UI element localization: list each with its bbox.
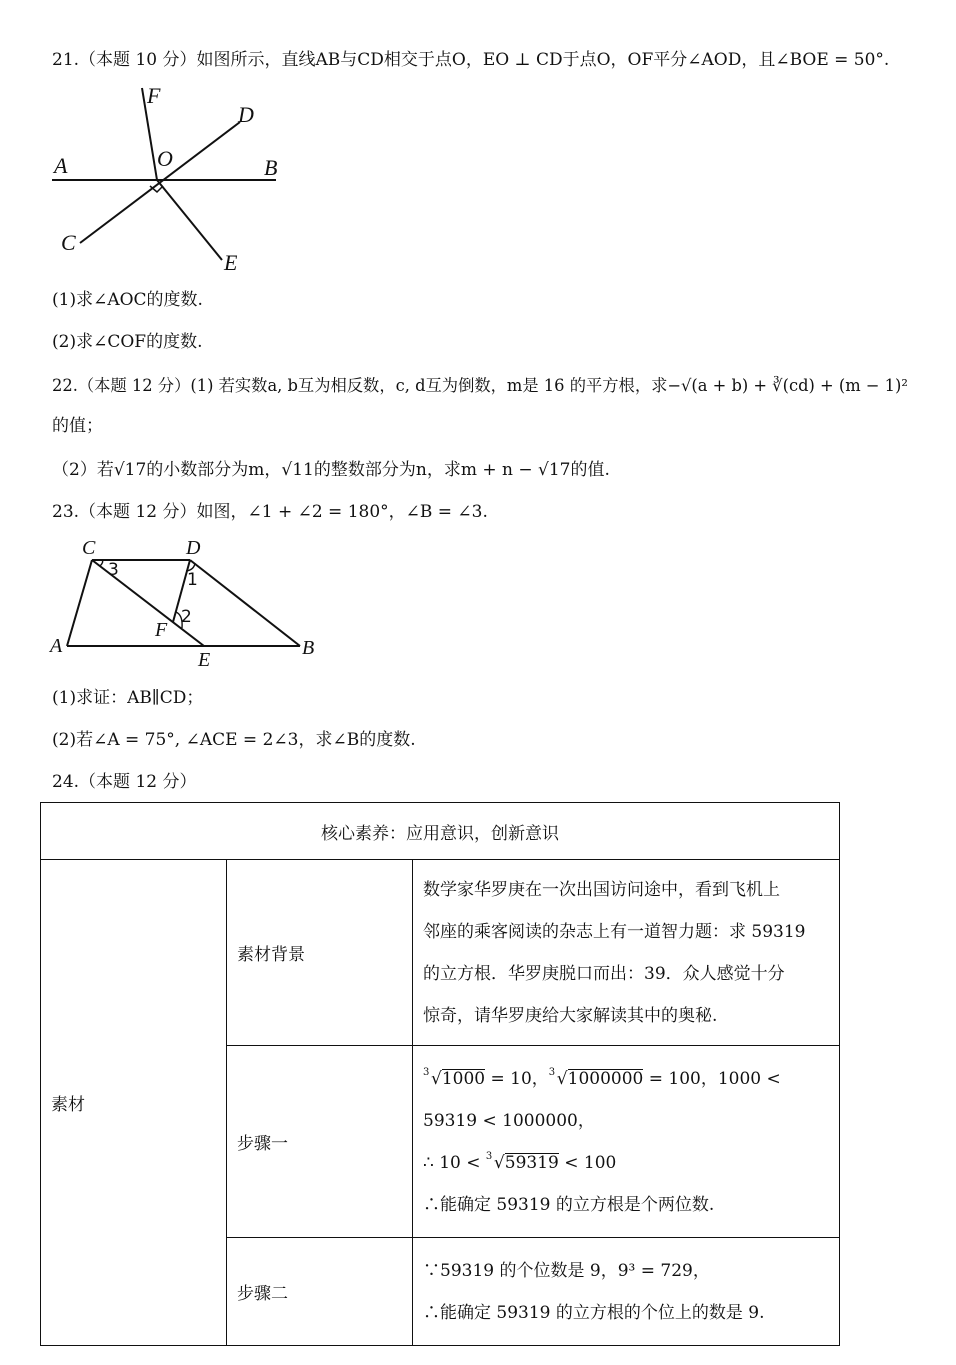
background-text <box>413 860 840 1046</box>
step2-line1: ∵59319 的个位数是 9，9³ = 729， <box>423 1260 710 1281</box>
table-header: 核心素养：应用意识，创新意识 <box>41 803 840 860</box>
label-o: O <box>157 146 173 171</box>
q21-figure <box>40 80 300 280</box>
label-d: D <box>238 102 254 127</box>
label-f: F <box>155 619 168 641</box>
background-line: 惊奇，请华罗庚给大家解读其中的奥秘. <box>423 1005 718 1026</box>
table-row <box>41 860 840 1046</box>
step1-line3: ∴ 10 < 3 √59319 < 100 <box>423 1142 829 1184</box>
q23-stem: 23.（本题 12 分）如图，∠1 + ∠2 = 180°，∠B = ∠3. <box>52 502 488 522</box>
cube-root-1000: 3 √1000 <box>423 1066 486 1089</box>
step1-line2: 59319 < 1000000， <box>423 1110 595 1131</box>
q21-stem: 21.（本题 10 分）如图所示，直线AB与CD相交于点O，EO ⊥ CD于点O，OF平分∠AOD，且∠BOE = 50°. <box>52 50 890 70</box>
label-b: B <box>302 637 315 659</box>
label-d: D <box>186 537 201 559</box>
step1-line1: 3 √1000 = 10， 3 √1000000 = 100，1000 < <box>423 1058 829 1100</box>
q24-stem: 24.（本题 12 分） <box>52 772 197 792</box>
label-3: 3 <box>108 560 119 580</box>
q22-stem-cont: 的值； <box>52 416 103 436</box>
q23-part2: (2)若∠A = 75°, ∠ACE = 2∠3，求∠B的度数. <box>52 730 416 750</box>
background-line: 数学家华罗庚在一次出国访问途中，看到飞机上 <box>423 879 780 900</box>
step1-line4: ∴能确定 59319 的立方根是个两位数. <box>423 1194 715 1215</box>
label-c: C <box>82 537 96 559</box>
label-a: A <box>50 635 63 657</box>
label-f: F <box>147 83 161 108</box>
row-label-step1: 步骤一 <box>227 1046 413 1238</box>
ray-oe <box>157 180 222 260</box>
label-b: B <box>264 155 278 180</box>
row-label-background: 素材背景 <box>227 860 413 1046</box>
cube-root-1000000: 3 √1000000 <box>548 1066 644 1089</box>
row-label-step2: 步骤二 <box>227 1238 413 1346</box>
seg-ac <box>67 560 92 646</box>
q21-part1: (1)求∠AOC的度数. <box>52 290 203 310</box>
q21-part2: (2)求∠COF的度数. <box>52 332 203 352</box>
material-label: 素材 <box>41 860 227 1346</box>
label-a: A <box>54 153 68 178</box>
step2-line2: ∴能确定 59319 的立方根的个位上的数是 9. <box>423 1302 765 1323</box>
background-line: 邻座的乘客阅读的杂志上有一道智力题：求 59319 <box>423 921 806 942</box>
background-line: 的立方根．华罗庚脱口而出：39．众人感觉十分 <box>423 963 785 984</box>
q22-stem: 22.（本题 12 分）(1) 若实数a, b互为相反数，c, d互为倒数，m是 16 的平方根，求−√(a + b) + ∛(cd) + (m − 1)² <box>52 376 908 395</box>
q22-part2: （2）若√17的小数部分为m，√11的整数部分为n，求m + n − √17的值. <box>52 460 610 480</box>
q23-part1: (1)求证：AB∥CD； <box>52 688 204 708</box>
step1-text <box>413 1046 840 1238</box>
cube-root-59319: 3 √59319 <box>485 1150 559 1173</box>
label-e: E <box>224 250 238 275</box>
label-c: C <box>61 230 76 255</box>
label-1: 1 <box>187 570 198 590</box>
seg-db <box>190 560 300 646</box>
material-table <box>40 802 840 1346</box>
label-e: E <box>198 649 211 671</box>
label-2: 2 <box>181 607 192 627</box>
q23-figure <box>40 532 330 672</box>
step2-text <box>413 1238 840 1346</box>
table-header-row <box>41 803 840 860</box>
